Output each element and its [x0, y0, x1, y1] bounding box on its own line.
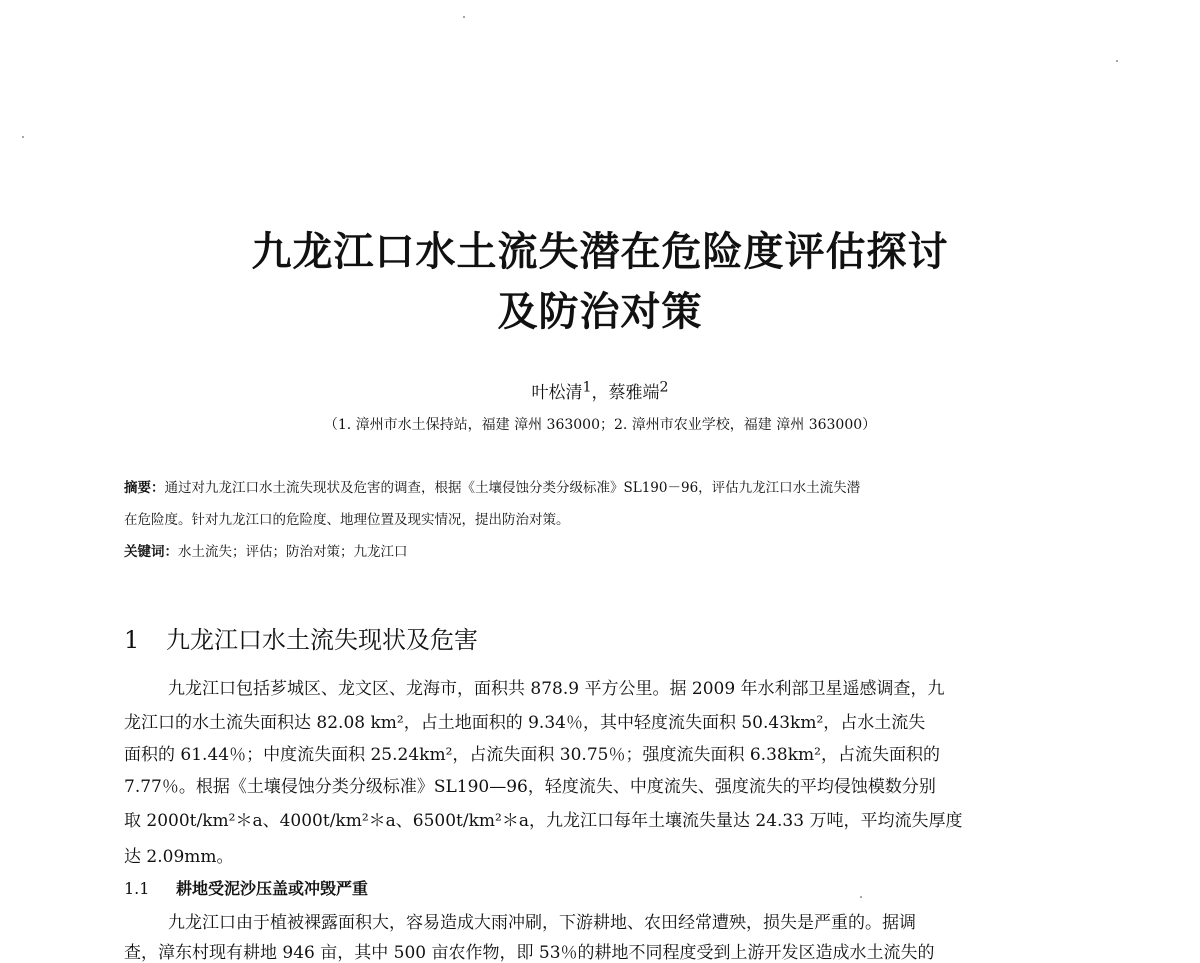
abstract-label: 摘要： [124, 480, 165, 496]
body-line: 查，漳东村现有耕地 946 亩，其中 500 亩农作物，即 53％的耕地不同程度受到上游开发区造成水土流失的 [124, 943, 935, 963]
keywords-label: 关键词： [124, 544, 178, 560]
section-heading [124, 620, 478, 655]
abstract-line: 在危险度。针对九龙江口的危险度、地理位置及现实情况，提出防治对策。 [124, 512, 570, 528]
body-line: 达 2.09mm。 [124, 847, 234, 867]
section-number: 1 [124, 626, 140, 654]
section-title: 九龙江口水土流失现状及危害 [166, 626, 478, 654]
keywords: 关键词：水土流失；评估；防治对策；九龙江口 [124, 544, 408, 560]
author-separator: ， [591, 383, 609, 403]
affiliation: （1. 漳州市水土保持站，福建 漳州 363000；2. 漳州市农业学校，福建 漳州 363000） [323, 417, 877, 433]
subsection-heading [124, 876, 368, 899]
body-line: 7.77％。根据《土壤侵蚀分类分级标准》SL190—96，轻度流失、中度流失、强度流失的平均侵蚀模数分别 [124, 777, 936, 797]
affiliation-marker: 2 [659, 379, 669, 396]
scan-speck [463, 16, 465, 18]
body-line: 龙江口的水土流失面积达 82.08 km²，占土地面积的 9.34％，其中轻度流失面积 50.43km²，占水土流失 [124, 713, 926, 733]
body-line: 九龙江口包括芗城区、龙文区、龙海市，面积共 878.9 平方公里。据 2009 年水利部卫星遥感调查，九 [168, 679, 945, 699]
body-line: 取 2000t/km²＊a、4000t/km²＊a、6500t/km²＊a，九龙江口每年土壤流失量达 24.33 万吨，平均流失厚度 [124, 811, 963, 831]
subsection-title: 耕地受泥沙压盖或冲毁严重 [176, 879, 369, 898]
body-line: 面积的 61.44％；中度流失面积 25.24km²，占流失面积 30.75％；强度流失面积 6.38km²，占流失面积的 [124, 745, 940, 765]
subsection-number: 1.1 [124, 879, 150, 898]
scan-speck [22, 136, 24, 138]
body-line: 九龙江口由于植被裸露面积大，容易造成大雨冲刷，下游耕地、农田经常遭殃，损失是严重的。据调 [168, 913, 916, 933]
scan-speck [1116, 60, 1118, 62]
paper-title-line-2: 及防治对策 [497, 289, 703, 335]
paper-title-line-1: 九龙江口水土流失潜在危险度评估探讨 [251, 229, 949, 275]
scan-speck [860, 896, 862, 898]
author-name: 蔡雅端 [608, 383, 660, 403]
abstract-line: 摘要：通过对九龙江口水土流失现状及危害的调查，根据《土壤侵蚀分类分级标准》SL190－96，评估九龙江口水土流失潜 [124, 480, 861, 496]
affiliation-marker: 1 [582, 379, 592, 396]
author-list [0, 378, 1200, 403]
author-name: 叶松清 [531, 383, 583, 403]
